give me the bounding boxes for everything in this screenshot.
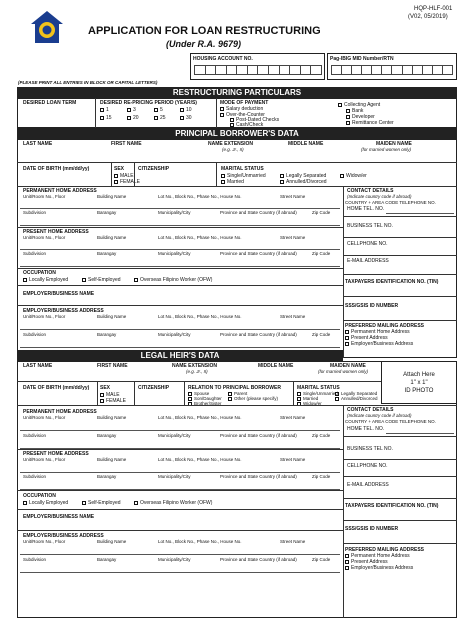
contact-code-label: COUNTRY + AREA CODE TELEPHONE NO. (345, 200, 436, 205)
heir-preferred-permanent[interactable]: Permanent Home Address (345, 553, 410, 559)
sss-input[interactable] (345, 310, 455, 318)
heir-citizenship-label: CITIZENSHIP (138, 385, 170, 391)
present-building-label: Building Name (97, 235, 127, 240)
emp-address-line2-input[interactable] (18, 338, 342, 346)
heir-emp-zip-label: Zip Code (312, 557, 331, 562)
heir-dob-label: DATE OF BIRTH (mm/dd/yy) (23, 385, 90, 391)
perm-address-label: PERMANENT HOME ADDRESS (23, 188, 97, 194)
preferred-permanent[interactable]: Permanent Home Address (345, 329, 410, 335)
heir-perm-line1-input[interactable] (18, 421, 342, 429)
emp-subdivision-label: Subdivision (23, 332, 47, 337)
heir-perm-subdivision-label: Subdivision (23, 433, 47, 438)
tin-input[interactable] (345, 286, 455, 294)
heir-employer-name-label: EMPLOYER/BUSINESS NAME (23, 514, 95, 520)
employer-address-label: EMPLOYER/BUSINESS ADDRESS (23, 308, 104, 314)
heir-perm-street-label: Street Name (280, 415, 306, 420)
heir-sex-label: SEX (100, 385, 111, 391)
heir-present-lot-label: Lot No., Block No., Phase No., House No. (158, 457, 242, 462)
repricing-25[interactable]: 25 (154, 115, 166, 121)
maiden-name-label: MAIDEN NAME (376, 141, 412, 147)
present-address-label: PRESENT HOME ADDRESS (23, 229, 89, 235)
desired-term-label: DESIRED LOAN TERM (23, 100, 77, 106)
heir-present-zip-label: Zip Code (312, 474, 331, 479)
heir-employer-address-label: EMPLOYER/BUSINESS ADDRESS (23, 533, 104, 539)
mode-over-the-counter[interactable]: Over-the-Counter (220, 112, 265, 118)
relation-label: RELATION TO PRINCIPAL BORROWER (188, 385, 281, 391)
heir-cellphone-input[interactable] (347, 470, 454, 475)
heir-marital-single[interactable]: Single/Unmarried (297, 391, 338, 397)
heir-emp-lot-label: Lot No., Block No., Phase No., House No. (158, 539, 242, 544)
employer-name-label: EMPLOYER/BUSINESS NAME (23, 291, 95, 297)
heir-occupation-local[interactable]: Locally Employed (23, 500, 68, 506)
repricing-30[interactable]: 30 (180, 115, 192, 121)
first-name-label: FIRST NAME (111, 141, 142, 147)
preferred-present[interactable]: Present Address (345, 335, 388, 341)
mode-cash-check[interactable]: Cash/Check (230, 122, 263, 128)
name-ext-label: NAME EXTENSION (208, 141, 254, 147)
heir-occupation-ofw[interactable]: Overseas Filipino Worker (OFW) (134, 500, 212, 506)
perm-street-label: Street Name (280, 194, 306, 199)
present-unit-label: Unit/Room No., Floor (23, 235, 66, 240)
heir-occupation-label: OCCUPATION (23, 493, 56, 499)
mode-of-payment-label: MODE OF PAYMENT (220, 100, 269, 106)
heir-marital-widower[interactable]: Widow/er (297, 401, 322, 407)
contact-hint: (Indicate country code if abroad) (347, 194, 412, 199)
heir-contact-hint: (Indicate country code if abroad) (347, 413, 412, 418)
citizenship-label: CITIZENSHIP (138, 166, 170, 172)
agent-collecting[interactable]: Collecting Agent (338, 102, 380, 108)
perm-city-label: Municipality/City (158, 210, 191, 215)
heir-perm-barangay-label: Barangay (97, 433, 117, 438)
heir-perm-building-label: Building Name (97, 415, 127, 420)
perm-unit-label: Unit/Room No., Floor (23, 194, 66, 199)
heir-present-building-label: Building Name (97, 457, 127, 462)
heir-sex-female[interactable]: FEMALE (100, 398, 126, 404)
heir-sss-label: SSS/GSIS ID NUMBER (345, 526, 399, 532)
heir-present-province-label: Province and State Country (if abroad) (220, 474, 297, 479)
dob-label: DATE OF BIRTH (mm/dd/yy) (23, 166, 90, 172)
heir-tin-input[interactable] (345, 510, 455, 518)
heir-emp-line2-input[interactable] (18, 563, 342, 571)
heir-preferred-label: PREFERRED MAILING ADDRESS (345, 547, 424, 553)
perm-address-line1-input[interactable] (18, 200, 342, 207)
form-version: (V02, 05/2019) (408, 14, 448, 20)
repricing-1[interactable]: 1 (100, 107, 109, 113)
borrower-band: PRINCIPAL BORROWER'S DATA (17, 128, 457, 139)
occupation-self[interactable]: Self-Employed (82, 277, 121, 283)
maiden-hint: (for married women only) (361, 147, 412, 152)
perm-subdivision-label: Subdivision (23, 210, 47, 215)
perm-barangay-label: Barangay (97, 210, 117, 215)
pagibig-mid-label: Pag-IBIG MID Number/RTN (330, 56, 394, 62)
heir-emp-subdivision-label: Subdivision (23, 557, 47, 562)
marital-status-label: MARITAL STATUS (221, 166, 264, 172)
marital-single[interactable]: Single/Unmarried (221, 173, 266, 179)
emp-province-label: Province and State Country (if abroad) (220, 332, 297, 337)
heir-email-input[interactable] (347, 489, 454, 497)
heir-present-subdivision-label: Subdivision (23, 474, 47, 479)
middle-name-label: MIDDLE NAME (288, 141, 324, 147)
heir-marital-married[interactable]: Married (297, 396, 318, 402)
heir-business-tel-input[interactable] (347, 453, 454, 458)
form-title: APPLICATION FOR LOAN RESTRUCTURING (88, 25, 321, 37)
contact-details-label: CONTACT DETAILS (347, 188, 394, 194)
business-tel-label: BUSINESS TEL NO. (347, 223, 393, 229)
emp-address-line1-input[interactable] (18, 320, 342, 328)
present-province-label: Province and State Country (if abroad) (220, 251, 297, 256)
email-label: E-MAIL ADDRESS (347, 258, 389, 264)
emp-unit-label: Unit/Room No., Floor (23, 314, 66, 319)
heir-perm-province-label: Province and State Country (if abroad) (220, 433, 297, 438)
heir-last-name-label: LAST NAME (23, 363, 53, 369)
heir-perm-line2-input[interactable] (18, 439, 342, 447)
heir-emp-province-label: Province and State Country (if abroad) (220, 557, 297, 562)
heir-preferred-present[interactable]: Present Address (345, 559, 388, 565)
heir-present-line2-input[interactable] (18, 480, 342, 488)
agent-developer[interactable]: Developer (346, 114, 375, 120)
emp-street-label: Street Name (280, 314, 306, 319)
heir-perm-city-label: Municipality/City (158, 433, 191, 438)
relation-parent[interactable]: Parent (228, 391, 247, 397)
tin-label: TAXPAYERS IDENTIFICATION NO. (TIN) (345, 279, 439, 285)
present-lot-label: Lot No., Block No., Phase No., House No. (158, 235, 242, 240)
heir-middle-name-label: MIDDLE NAME (258, 363, 294, 369)
heir-maiden-name-label: MAIDEN NAME (330, 363, 366, 369)
emp-barangay-label: Barangay (97, 332, 117, 337)
perm-address-line2-input[interactable] (18, 216, 342, 224)
repricing-20[interactable]: 20 (127, 115, 139, 121)
repricing-label: DESIRED RE-PRICING PERIOD (YEAR/S) (100, 100, 197, 106)
heir-perm-address-label: PERMANENT HOME ADDRESS (23, 409, 97, 415)
marital-legally-separated[interactable]: Legally Separated (280, 173, 326, 179)
heir-emp-barangay-label: Barangay (97, 557, 117, 562)
heir-marital-annulled[interactable]: Annulled/Divorced (335, 396, 378, 402)
marital-annulled[interactable]: Annulled/Divorced (280, 179, 327, 185)
heir-present-unit-label: Unit/Room No., Floor (23, 457, 66, 462)
heir-maiden-hint: (for married women only) (318, 369, 369, 374)
home-tel-input[interactable] (386, 206, 454, 214)
employer-name-input[interactable] (18, 298, 342, 305)
perm-building-label: Building Name (97, 194, 127, 199)
pagibig-logo (30, 10, 64, 44)
sex-label: SEX (114, 166, 125, 172)
heir-emp-street-label: Street Name (280, 539, 306, 544)
housing-account-label: HOUSING ACCOUNT NO. (193, 56, 253, 62)
emp-building-label: Building Name (97, 314, 127, 319)
heir-cellphone-label: CELLPHONE NO. (347, 463, 388, 469)
heir-occupation-self[interactable]: Self-Employed (82, 500, 121, 506)
heir-email-label: E-MAIL ADDRESS (347, 482, 389, 488)
agent-bank[interactable]: Bank (346, 108, 363, 114)
repricing-10[interactable]: 10 (180, 107, 192, 113)
present-address-line1-input[interactable] (18, 241, 342, 248)
present-subdivision-label: Subdivision (23, 251, 47, 256)
heir-marital-label: MARITAL STATUS (297, 385, 340, 391)
housing-account-input[interactable] (194, 65, 322, 75)
agent-remittance[interactable]: Remittance Center (346, 120, 394, 126)
relation-spouse[interactable]: Spouse (188, 391, 209, 397)
heir-home-tel-input[interactable] (386, 426, 454, 434)
photo-size-text: 1" x 1" (410, 380, 428, 386)
heir-perm-zip-label: Zip Code (312, 433, 331, 438)
restructuring-band: RESTRUCTURING PARTICULARS (17, 87, 457, 98)
business-tel-input[interactable] (347, 230, 454, 236)
sss-label: SSS/GSIS ID NUMBER (345, 303, 399, 309)
heir-present-street-label: Street Name (280, 457, 306, 462)
heir-emp-building-label: Building Name (97, 539, 127, 544)
heir-business-tel-label: BUSINESS TEL NO. (347, 446, 393, 452)
sex-male[interactable]: MALE (114, 173, 134, 179)
emp-lot-label: Lot No., Block No., Phase No., House No. (158, 314, 242, 319)
emp-zip-label: Zip Code (312, 332, 331, 337)
heir-present-address-label: PRESENT HOME ADDRESS (23, 451, 89, 457)
name-ext-hint: (e.g. Jr., II) (222, 147, 244, 152)
present-barangay-label: Barangay (97, 251, 117, 256)
perm-province-label: Province and State Country (if abroad) (220, 210, 297, 215)
heir-first-name-label: FIRST NAME (97, 363, 128, 369)
heir-present-line1-input[interactable] (18, 463, 342, 471)
heir-sex-male[interactable]: MALE (100, 392, 120, 398)
present-city-label: Municipality/City (158, 251, 191, 256)
heir-emp-unit-label: Unit/Room No., Floor (23, 539, 66, 544)
heir-contact-code: COUNTRY + AREA CODE TELEPHONE NO. (345, 419, 436, 424)
email-input[interactable] (347, 265, 454, 273)
marital-widower[interactable]: Widow/er (340, 173, 367, 179)
pagibig-mid-input[interactable] (331, 65, 453, 75)
heir-name-input[interactable] (18, 374, 380, 380)
form-code: HQP-HLF-001 (414, 6, 453, 12)
sex-female[interactable]: FEMALE (114, 179, 140, 185)
perm-lot-label: Lot No., Block No., Phase No., House No. (158, 194, 242, 199)
form-subtitle: (Under R.A. 9679) (166, 39, 242, 49)
present-address-line2-input[interactable] (18, 257, 342, 265)
emp-city-label: Municipality/City (158, 332, 191, 337)
repricing-5[interactable]: 5 (154, 107, 163, 113)
repricing-15[interactable]: 15 (100, 115, 112, 121)
heir-perm-lot-label: Lot No., Block No., Phase No., House No. (158, 415, 242, 420)
occupation-local[interactable]: Locally Employed (23, 277, 68, 283)
photo-id-text: ID PHOTO (404, 388, 434, 394)
cellphone-input[interactable] (347, 248, 454, 254)
heir-perm-unit-label: Unit/Room No., Floor (23, 415, 66, 420)
mode-salary-deduction[interactable]: Salary deduction (220, 106, 263, 112)
perm-zip-label: Zip Code (312, 210, 331, 215)
preferred-employer[interactable]: Employer/Business Address (345, 341, 413, 347)
home-tel-label: HOME TEL. NO. (347, 206, 385, 212)
heir-present-barangay-label: Barangay (97, 474, 117, 479)
borrower-name-input[interactable] (18, 153, 456, 161)
heir-name-ext-hint: (e.g. Jr., II) (186, 369, 208, 374)
heir-name-ext-label: NAME EXTENSION (172, 363, 218, 369)
occupation-label: OCCUPATION (23, 270, 56, 276)
relation-other[interactable]: Other (please specify) (228, 396, 278, 402)
occupation-ofw[interactable]: Overseas Filipino Worker (OFW) (134, 277, 212, 283)
heir-tin-label: TAXPAYERS IDENTIFICATION NO. (TIN) (345, 503, 439, 509)
repricing-3[interactable]: 3 (127, 107, 136, 113)
photo-attach-text: Attach Here (403, 372, 435, 378)
cellphone-label: CELLPHONE NO. (347, 241, 388, 247)
present-zip-label: Zip Code (312, 251, 331, 256)
relation-brother-sister[interactable]: Brother/Sister (188, 401, 222, 407)
heir-emp-line1-input[interactable] (18, 545, 342, 553)
last-name-label: LAST NAME (23, 141, 53, 147)
heir-emp-city-label: Municipality/City (158, 557, 191, 562)
marital-married[interactable]: Married (221, 179, 244, 185)
heir-sss-input[interactable] (345, 533, 455, 541)
heir-marital-separated[interactable]: Legally Separated (335, 391, 377, 397)
present-street-label: Street Name (280, 235, 306, 240)
heir-home-tel-label: HOME TEL. NO. (347, 426, 385, 432)
heir-band: LEGAL HEIR'S DATA (17, 350, 343, 361)
print-instruction: (PLEASE PRINT ALL ENTRIES IN BLOCK OR CAPITAL LETTERS) (18, 80, 158, 85)
mode-post-dated-checks[interactable]: Post-Dated Checks (230, 117, 279, 123)
preferred-mailing-label: PREFERRED MAILING ADDRESS (345, 323, 424, 329)
heir-employer-name-input[interactable] (18, 521, 342, 528)
relation-son-daughter[interactable]: Son/Daughter (188, 396, 222, 402)
heir-preferred-employer[interactable]: Employer/Business Address (345, 565, 413, 571)
heir-contact-label: CONTACT DETAILS (347, 407, 394, 413)
heir-present-city-label: Municipality/City (158, 474, 191, 479)
